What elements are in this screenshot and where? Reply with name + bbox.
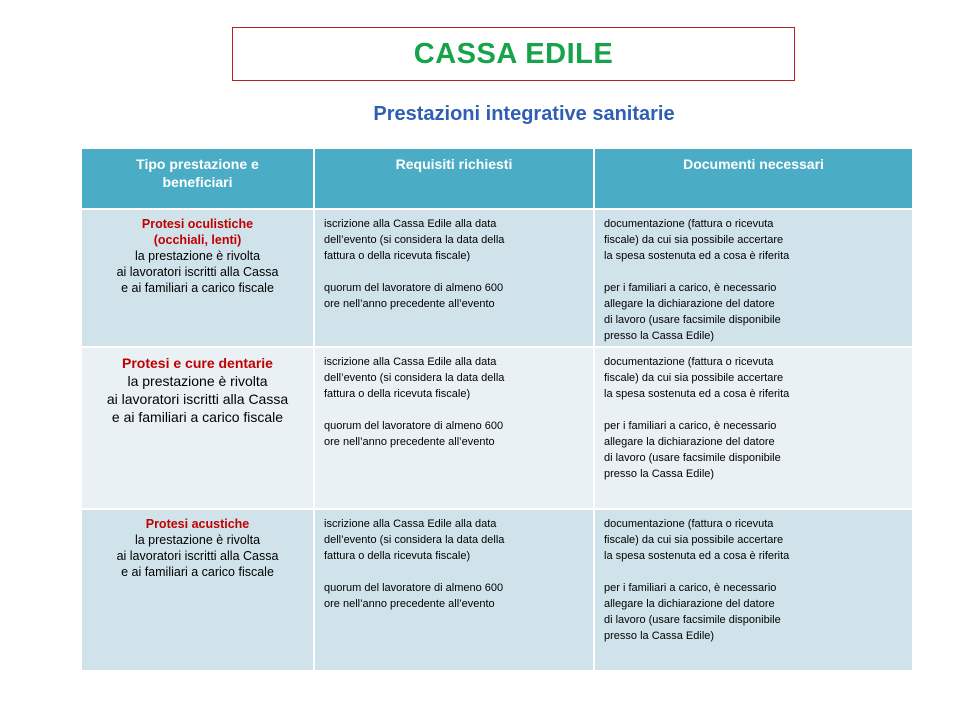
benefits-table [80, 147, 914, 672]
cell-tipo [81, 347, 314, 509]
cell-requisiti: iscrizione alla Cassa Edile alla data dell’evento (si considera la data della fattura o della ricevuta fiscale) quorum del lavoratore di almeno 600 ore nell’anno precedente all’evento [314, 509, 594, 671]
prestazione-beneficiari: la prestazione è rivolta ai lavoratori iscritti alla Cassa e ai familiari a carico fiscale [106, 373, 289, 425]
table-row [81, 209, 913, 347]
prestazione-beneficiari: la prestazione è rivolta ai lavoratori iscritti alla Cassa e ai familiari a carico fiscale [116, 533, 279, 579]
cell-tipo [81, 209, 314, 347]
prestazione-name: Protesi oculistiche (occhiali, lenti) [141, 217, 254, 247]
cell-documenti: documentazione (fattura o ricevuta fiscale) da cui sia possibile accertare la spesa sostenuta ed a cosa è riferita per i familiari a carico, è necessario allegare la dichiarazione del datore di lavoro (usare facsimile disponibile presso la Cassa Edile) [594, 509, 913, 671]
cell-tipo [81, 509, 314, 671]
title-box [232, 27, 795, 81]
header-tipo-prestazione: Tipo prestazione e beneficiari [81, 148, 314, 209]
slide-title: CASSA EDILE [413, 37, 614, 70]
slide-subtitle: Prestazioni integrative sanitarie [373, 103, 675, 125]
table-row [81, 509, 913, 671]
cell-requisiti: iscrizione alla Cassa Edile alla data dell’evento (si considera la data della fattura o della ricevuta fiscale) quorum del lavoratore di almeno 600 ore nell’anno precedente all’evento [314, 347, 594, 509]
table-row [81, 347, 913, 509]
header-documenti: Documenti necessari [594, 148, 913, 209]
cell-documenti: documentazione (fattura o ricevuta fiscale) da cui sia possibile accertare la spesa sostenuta ed a cosa è riferita per i familiari a carico, è necessario allegare la dichiarazione del datore di lavoro (usare facsimile disponibile presso la Cassa Edile) [594, 347, 913, 509]
prestazione-name: Protesi e cure dentarie [122, 355, 273, 371]
cell-documenti: documentazione (fattura o ricevuta fiscale) da cui sia possibile accertare la spesa sostenuta ed a cosa è riferita per i familiari a carico, è necessario allegare la dichiarazione del datore di lavoro (usare facsimile disponibile presso la Cassa Edile) [594, 209, 913, 347]
table-header-row [81, 148, 913, 209]
cell-requisiti: iscrizione alla Cassa Edile alla data dell’evento (si considera la data della fattura o della ricevuta fiscale) quorum del lavoratore di almeno 600 ore nell’anno precedente all’evento [314, 209, 594, 347]
header-requisiti: Requisiti richiesti [314, 148, 594, 209]
prestazione-beneficiari: la prestazione è rivolta ai lavoratori iscritti alla Cassa e ai familiari a carico fiscale [116, 249, 279, 295]
prestazione-name: Protesi acustiche [145, 517, 250, 531]
